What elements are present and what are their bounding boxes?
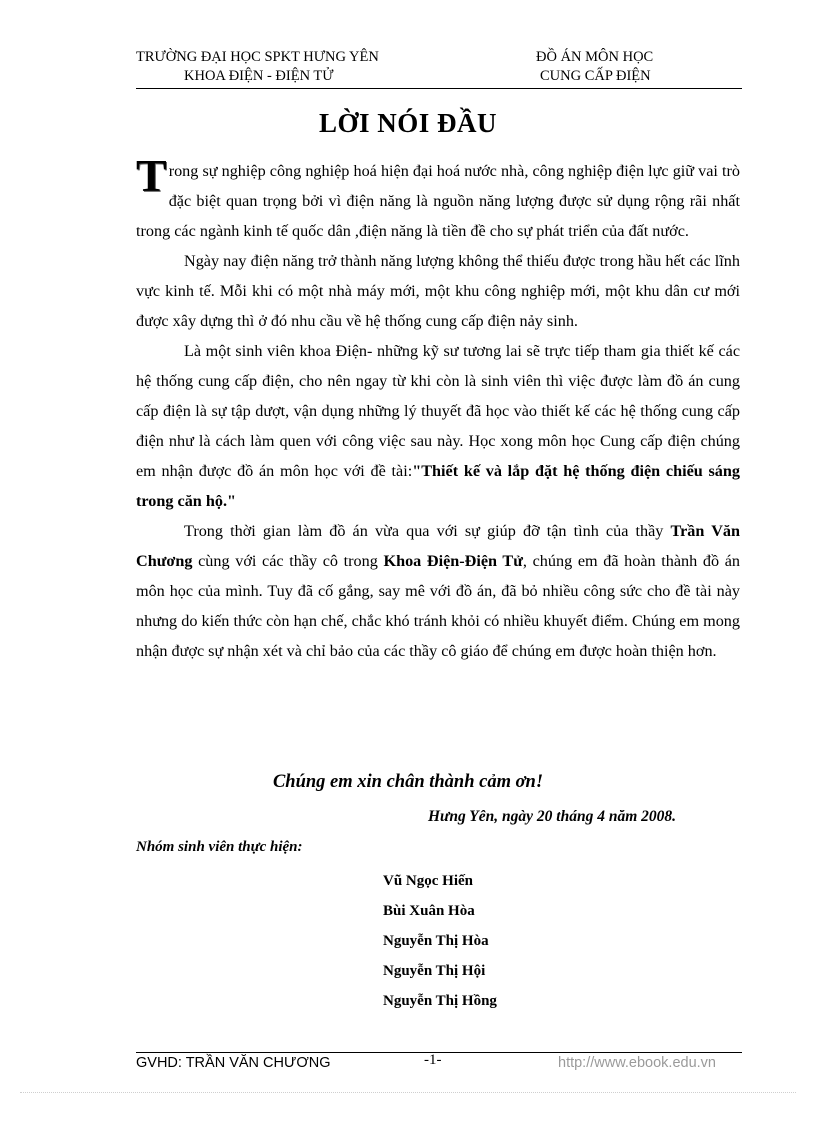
- group-label: Nhóm sinh viên thực hiện:: [136, 839, 303, 855]
- page-header: [136, 48, 742, 89]
- faculty-mention: Khoa Điện-Điện Tử: [383, 552, 523, 570]
- project-topic: "Thiết kế và lắp đặt hệ thống điện chiếu sáng trong căn hộ.": [136, 462, 740, 510]
- drop-cap: T: [136, 150, 167, 201]
- paragraph-4: [136, 516, 740, 666]
- paragraph-1-text: rong sự nghiệp công nghiệp hoá hiện đại hoá nước nhà, công nghiệp điện lực giữ vai trò đặc biệt quan trọng bởi vì điện năng là nguồn năng lượng được sử dụng rộng rãi nhất trong các ngành kinh tế quốc dân ,điện năng là tiền đề cho sự phát triển của đất nước.: [136, 162, 740, 240]
- page-number: -1-: [424, 1052, 442, 1068]
- teacher-name: Trần Văn Chương: [136, 522, 741, 570]
- thanks-line: Chúng em xin chân thành cảm ơn!: [272, 772, 544, 792]
- paragraph-4-text-c: , chúng em đã hoàn thành đồ án môn học của mình. Tuy đã cố gắng, say mê với đồ án, đã bỏ nhiều công sức cho đề tài này nhưng do kiến thức còn hạn chế, chắc khó tránh khỏi có nhiều khuyết điểm. Chúng em mong nhận được sự nhận xét và chỉ bảo của các thầy cô giáo để chúng em được hoàn thiện hơn.: [136, 552, 740, 660]
- member-name: Nguyễn Thị Hòa: [383, 933, 489, 949]
- paragraph-4-text-a: Trong thời gian làm đồ án vừa qua với sự giúp đỡ tận tình của thầy: [184, 522, 671, 540]
- member-list: [383, 866, 497, 1016]
- page-title: LỜI NÓI ĐẦU: [318, 108, 498, 138]
- school-name: TRƯỜNG ĐẠI HỌC SPKT HƯNG YÊN: [136, 49, 379, 65]
- faculty-name: KHOA ĐIỆN - ĐIỆN TỬ: [184, 68, 334, 84]
- footer-advisor: GVHD: TRẦN VĂN CHƯƠNG: [136, 1055, 331, 1071]
- paragraph-3: [136, 336, 740, 516]
- paragraph-1: [136, 150, 740, 246]
- doc-type: ĐỒ ÁN MÔN HỌC: [536, 49, 654, 65]
- page-bottom-dotted-line: [20, 1092, 796, 1093]
- member-name: Vũ Ngọc Hiến: [383, 873, 473, 889]
- paragraph-4-text-b: cùng với các thầy cô trong: [192, 552, 384, 570]
- member-name: Nguyễn Thị Hội: [383, 963, 486, 979]
- place-date: Hưng Yên, ngày 20 tháng 4 năm 2008.: [428, 808, 676, 825]
- paragraph-3-text: Là một sinh viên khoa Điện- những kỹ sư tương lai sẽ trực tiếp tham gia thiết kế các hệ thống cung cấp điện, cho nên ngay từ khi còn là sinh viên thì việc được làm đồ án cung cấp điện là sự tập dượt, vận dụng những lý thuyết đã học vào thiết kế các hệ thống cung cấp điện như là cách làm quen với công việc sau này. Học xong môn học Cung cấp điện chúng em nhận được đồ án môn học với đề tài:: [136, 342, 740, 480]
- body-text: [136, 150, 741, 666]
- paragraph-2: Ngày nay điện năng trở thành năng lượng không thể thiếu được trong hầu hết các lĩnh vực kinh tế. Mỗi khi có một nhà máy mới, một khu công nghiệp mới, một khu dân cư mới được xây dựng thì ở đó nhu cầu về hệ thống cung cấp điện nảy sinh.: [136, 252, 740, 330]
- member-name: Bùi Xuân Hòa: [383, 903, 475, 919]
- member-name: Nguyễn Thị Hồng: [383, 993, 497, 1009]
- subject-name: CUNG CẤP ĐIỆN: [540, 68, 651, 84]
- footer-url[interactable]: http://www.ebook.edu.vn: [558, 1055, 716, 1071]
